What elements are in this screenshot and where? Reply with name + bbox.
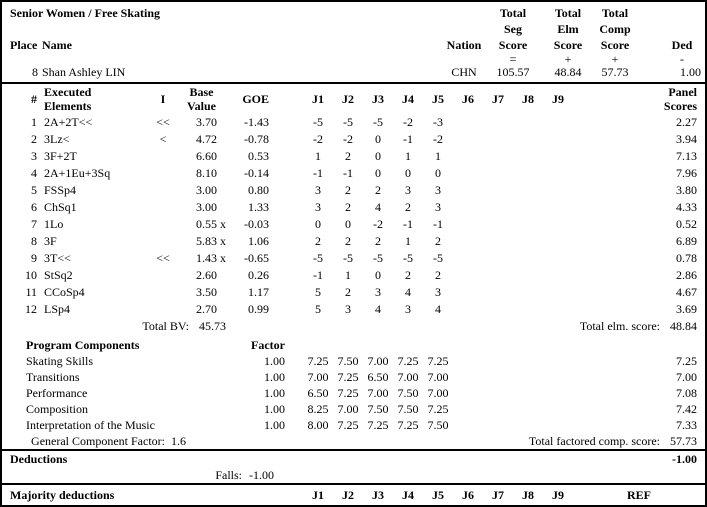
- element-info-flag: <: [159, 132, 167, 146]
- majority-j8-header: J8: [522, 487, 534, 502]
- header-section: [2, 2, 705, 84]
- totals-row: [2, 318, 705, 335]
- factor-column-header: Factor: [251, 338, 285, 352]
- component-j5-score: 7.00: [427, 386, 449, 400]
- component-factor: 1.00: [264, 418, 285, 432]
- element-name: 2A+1Eu+3Sq: [44, 166, 111, 180]
- element-j5-score: 3: [435, 285, 441, 299]
- component-row: [2, 385, 705, 401]
- element-j3-score: 4: [375, 200, 381, 214]
- total-segment-score: 105.57: [496, 65, 530, 79]
- element-j4-score: 2: [405, 200, 411, 214]
- component-factor: 1.00: [264, 370, 285, 384]
- col-header-j4: J4: [402, 92, 414, 106]
- element-name: 3F+2T: [44, 149, 77, 163]
- element-row: [2, 216, 705, 233]
- col-header-j9: J9: [552, 92, 564, 106]
- total-bv-label: Total BV:: [142, 319, 189, 333]
- element-j2-score: -5: [343, 251, 353, 265]
- element-name: 2A+2T<<: [44, 115, 93, 129]
- element-j2-score: 3: [345, 302, 351, 316]
- total-elm-score-label: Total elm. score:: [579, 319, 660, 333]
- element-j5-score: 1: [435, 149, 441, 163]
- element-goe: -0.65: [244, 251, 269, 265]
- element-panel-score: 0.78: [676, 251, 697, 265]
- element-j4-score: 3: [405, 302, 411, 316]
- element-info-flag: <<: [156, 115, 170, 129]
- element-j4-score: 4: [405, 285, 411, 299]
- element-j2-score: 2: [345, 183, 351, 197]
- comp-score-header-line3: Score: [600, 38, 630, 52]
- element-name: LSp4: [44, 302, 71, 316]
- component-factor: 1.00: [264, 354, 285, 368]
- general-component-factor-value: 1.6: [171, 434, 186, 448]
- comp-score-header-line2: Comp: [599, 22, 631, 36]
- element-number: 9: [31, 251, 37, 265]
- element-number: 8: [31, 234, 37, 248]
- element-base-value: 3.00: [196, 200, 217, 214]
- col-header-value: Value: [187, 99, 216, 113]
- element-number: 3: [31, 149, 37, 163]
- element-base-value: 2.60: [196, 268, 217, 282]
- general-component-factor-label: General Component Factor:: [31, 434, 165, 448]
- component-j3-score: 7.50: [367, 402, 389, 416]
- component-factor: 1.00: [264, 386, 285, 400]
- component-name: Performance: [26, 386, 88, 400]
- col-header-info: I: [160, 92, 166, 106]
- total-deductions-value: 1.00: [680, 65, 701, 79]
- elm-score-header-line1: Total: [554, 6, 582, 20]
- majority-j6-header: J6: [462, 487, 474, 502]
- element-j1-score: 0: [315, 217, 321, 231]
- component-j2-score: 7.25: [337, 418, 359, 432]
- element-goe: 0.53: [248, 149, 269, 163]
- element-j1-score: -1: [313, 268, 323, 282]
- component-j4-score: 7.50: [397, 402, 419, 416]
- element-base-value: 3.50: [196, 285, 217, 299]
- col-header-base: Base: [189, 85, 214, 99]
- component-j1-score: 7.00: [307, 370, 329, 384]
- element-name: 3Lz<: [44, 132, 70, 146]
- element-base-value: 4.72: [196, 132, 217, 146]
- element-j1-score: 1: [315, 149, 321, 163]
- element-j3-score: -2: [373, 217, 383, 231]
- element-j5-score: 0: [435, 166, 441, 180]
- skater-place: 8: [32, 65, 38, 79]
- majority-j5-header: J5: [432, 487, 444, 502]
- components-title: Program Components: [26, 338, 140, 352]
- col-header-j6: J6: [462, 92, 474, 106]
- element-panel-score: 0.52: [676, 217, 697, 231]
- element-number: 5: [31, 183, 37, 197]
- element-j2-score: -1: [343, 166, 353, 180]
- col-header-j1: J1: [312, 92, 324, 106]
- element-j1-score: 3: [315, 183, 321, 197]
- element-j1-score: 5: [315, 285, 321, 299]
- element-name: CCoSp4: [44, 285, 85, 299]
- element-j4-score: 1: [405, 234, 411, 248]
- component-row: [2, 417, 705, 433]
- element-j5-score: -3: [433, 115, 443, 129]
- element-j2-score: 2: [345, 285, 351, 299]
- majority-j1-header: J1: [312, 487, 324, 502]
- element-j2-score: 1: [345, 268, 351, 282]
- deductions-title: Deductions: [10, 452, 68, 466]
- component-panel-score: 7.08: [676, 386, 697, 400]
- element-j5-score: -1: [433, 217, 443, 231]
- deductions-total: -1.00: [672, 452, 697, 466]
- seg-score-header-line1: Total: [499, 6, 527, 20]
- element-j5-score: 3: [435, 183, 441, 197]
- element-name: ChSq1: [44, 200, 77, 214]
- element-row: [2, 233, 705, 250]
- nation-column-header: Nation: [446, 38, 482, 52]
- element-goe: 0.26: [248, 268, 269, 282]
- element-panel-score: 4.33: [676, 200, 697, 214]
- element-j5-score: 4: [435, 302, 441, 316]
- majority-j9-header: J9: [552, 487, 564, 502]
- skater-nation: CHN: [451, 65, 477, 79]
- element-j4-score: 0: [405, 166, 411, 180]
- total-element-score: 48.84: [554, 65, 582, 79]
- component-name: Skating Skills: [26, 354, 94, 368]
- referee-column-header: REF: [627, 487, 651, 502]
- component-j5-score: 7.25: [427, 354, 449, 368]
- element-j3-score: 0: [375, 149, 381, 163]
- falls-label: Falls:: [215, 468, 242, 482]
- total-elm-score-value: 48.84: [670, 319, 697, 333]
- comp-score-sign: +: [611, 52, 619, 66]
- component-name: Interpretation of the Music: [26, 418, 155, 432]
- component-j1-score: 8.00: [307, 418, 329, 432]
- component-j2-score: 7.25: [337, 386, 359, 400]
- component-j5-score: 7.00: [427, 370, 449, 384]
- element-bonus-x-marker: x: [220, 234, 226, 248]
- element-row: [2, 267, 705, 284]
- element-goe: 1.17: [248, 285, 269, 299]
- element-j5-score: -5: [433, 251, 443, 265]
- element-base-value: 0.55: [196, 217, 217, 231]
- element-row: [2, 199, 705, 216]
- element-panel-score: 7.13: [676, 149, 697, 163]
- component-factor-row: [2, 433, 705, 449]
- element-j3-score: 2: [375, 234, 381, 248]
- col-header-j2: J2: [342, 92, 354, 106]
- element-j4-score: -5: [403, 251, 413, 265]
- total-factored-comp-label: Total factored comp. score:: [528, 434, 660, 448]
- component-j3-score: 7.25: [367, 418, 389, 432]
- element-goe: 0.99: [248, 302, 269, 316]
- element-j4-score: 2: [405, 268, 411, 282]
- element-j3-score: 4: [375, 302, 381, 316]
- element-number: 10: [25, 268, 37, 282]
- element-number: 1: [31, 115, 37, 129]
- element-j4-score: 3: [405, 183, 411, 197]
- element-j3-score: 3: [375, 285, 381, 299]
- component-panel-score: 7.33: [676, 418, 697, 432]
- element-name: 1Lo: [44, 217, 64, 231]
- majority-j7-header: J7: [492, 487, 504, 502]
- element-panel-score: 3.94: [676, 132, 697, 146]
- component-j4-score: 7.00: [397, 370, 419, 384]
- element-row: [2, 148, 705, 165]
- element-j2-score: 2: [345, 200, 351, 214]
- component-j1-score: 6.50: [307, 386, 329, 400]
- components-header-row: [2, 337, 705, 353]
- col-header-elements: Elements: [44, 99, 92, 113]
- component-factor: 1.00: [264, 402, 285, 416]
- element-info-flag: <<: [156, 251, 170, 265]
- col-header-scores: Scores: [663, 99, 697, 113]
- component-panel-score: 7.00: [676, 370, 697, 384]
- component-panel-score: 7.42: [676, 402, 697, 416]
- elm-score-sign: +: [564, 52, 572, 66]
- element-row: [2, 165, 705, 182]
- element-row: [2, 250, 705, 267]
- element-bonus-x-marker: x: [220, 251, 226, 265]
- element-name: 3T<<: [44, 251, 71, 265]
- element-row: [2, 301, 705, 318]
- element-base-value: 3.70: [196, 115, 217, 129]
- element-panel-score: 6.89: [676, 234, 697, 248]
- col-header-goe: GOE: [242, 92, 269, 106]
- element-goe: 1.33: [248, 200, 269, 214]
- category-title: Senior Women / Free Skating: [10, 6, 161, 20]
- majority-j4-header: J4: [402, 487, 414, 502]
- deductions-section: [2, 449, 705, 485]
- element-panel-score: 7.96: [676, 166, 697, 180]
- falls-row: [187, 468, 274, 483]
- element-j3-score: -5: [373, 251, 383, 265]
- element-goe: -0.14: [244, 166, 269, 180]
- seg-score-sign: =: [509, 52, 517, 66]
- component-name: Transitions: [26, 370, 80, 384]
- col-header-j8: J8: [522, 92, 534, 106]
- col-header-number: #: [31, 92, 37, 106]
- total-factored-comp-value: 57.73: [670, 434, 697, 448]
- majority-j3-header: J3: [372, 487, 384, 502]
- component-j5-score: 7.50: [427, 418, 449, 432]
- elements-section: [2, 84, 705, 335]
- element-j1-score: -5: [313, 251, 323, 265]
- seg-score-header-line2: Seg: [504, 22, 522, 36]
- element-base-value: 2.70: [196, 302, 217, 316]
- majority-deductions-row: [2, 485, 705, 504]
- element-j1-score: 5: [315, 302, 321, 316]
- element-goe: -0.03: [244, 217, 269, 231]
- component-panel-score: 7.25: [676, 354, 697, 368]
- element-base-value: 3.00: [196, 183, 217, 197]
- comp-score-header-line1: Total: [601, 6, 629, 20]
- element-number: 11: [25, 285, 37, 299]
- element-j1-score: 2: [315, 234, 321, 248]
- element-name: StSq2: [44, 268, 73, 282]
- element-goe: -1.43: [244, 115, 269, 129]
- col-header-j5: J5: [432, 92, 444, 106]
- component-row: [2, 369, 705, 385]
- component-j3-score: 6.50: [367, 370, 389, 384]
- element-number: 12: [25, 302, 37, 316]
- element-goe: 0.80: [248, 183, 269, 197]
- element-j2-score: -2: [343, 132, 353, 146]
- element-base-value: 8.10: [196, 166, 217, 180]
- deduction-sign: -: [680, 52, 684, 66]
- element-j4-score: -2: [403, 115, 413, 129]
- element-number: 6: [31, 200, 37, 214]
- element-name: 3F: [44, 234, 57, 248]
- element-row: [2, 284, 705, 301]
- element-j2-score: 0: [345, 217, 351, 231]
- element-goe: -0.78: [244, 132, 269, 146]
- component-j1-score: 7.25: [307, 354, 329, 368]
- element-j5-score: 2: [435, 234, 441, 248]
- element-j1-score: -2: [313, 132, 323, 146]
- deduction-column-header: Ded: [671, 38, 693, 52]
- component-row: [2, 401, 705, 417]
- element-j3-score: -5: [373, 115, 383, 129]
- element-j3-score: 0: [375, 132, 381, 146]
- element-j1-score: 3: [315, 200, 321, 214]
- element-j3-score: 0: [375, 166, 381, 180]
- col-header-j3: J3: [372, 92, 384, 106]
- element-row: [2, 131, 705, 148]
- element-base-value: 5.83: [196, 234, 217, 248]
- element-bonus-x-marker: x: [220, 217, 226, 231]
- component-j2-score: 7.25: [337, 370, 359, 384]
- element-j4-score: -1: [403, 132, 413, 146]
- element-j2-score: 2: [345, 234, 351, 248]
- element-panel-score: 2.27: [676, 115, 697, 129]
- element-panel-score: 4.67: [676, 285, 697, 299]
- component-row: [2, 353, 705, 369]
- element-j4-score: -1: [403, 217, 413, 231]
- element-row: [2, 182, 705, 199]
- col-header-executed: Executed: [44, 85, 92, 99]
- element-number: 4: [31, 166, 37, 180]
- component-j2-score: 7.50: [337, 354, 359, 368]
- element-j2-score: 2: [345, 149, 351, 163]
- element-panel-score: 3.69: [676, 302, 697, 316]
- element-j3-score: 0: [375, 268, 381, 282]
- element-base-value: 6.60: [196, 149, 217, 163]
- majority-deductions-title: Majority deductions: [10, 487, 115, 502]
- element-j4-score: 1: [405, 149, 411, 163]
- element-j1-score: -1: [313, 166, 323, 180]
- element-j1-score: -5: [313, 115, 323, 129]
- col-header-panel-scores: [573, 85, 705, 113]
- element-base-value: 1.43: [196, 251, 217, 265]
- col-header-base-value: [172, 85, 231, 113]
- component-j1-score: 8.25: [307, 402, 329, 416]
- element-j5-score: 3: [435, 200, 441, 214]
- skater-name: Shan Ashley LIN: [42, 65, 126, 79]
- component-name: Composition: [26, 402, 89, 416]
- col-header-j7: J7: [492, 92, 504, 106]
- col-header-panel: Panel: [668, 85, 697, 99]
- element-j3-score: 2: [375, 183, 381, 197]
- majority-j2-header: J2: [342, 487, 354, 502]
- element-j5-score: -2: [433, 132, 443, 146]
- total-component-score: 57.73: [601, 65, 629, 79]
- component-j3-score: 7.00: [367, 386, 389, 400]
- element-panel-score: 2.86: [676, 268, 697, 282]
- element-name: FSSp4: [44, 183, 77, 197]
- components-section: [2, 335, 705, 449]
- element-number: 2: [31, 132, 37, 146]
- component-j2-score: 7.00: [337, 402, 359, 416]
- element-j2-score: -5: [343, 115, 353, 129]
- element-row: [2, 114, 705, 131]
- component-j3-score: 7.00: [367, 354, 389, 368]
- element-goe: 1.06: [248, 234, 269, 248]
- place-column-header: Place: [10, 38, 38, 52]
- elements-table-header: [2, 84, 705, 114]
- elm-score-header-line2: Elm: [557, 22, 579, 36]
- seg-score-header-line3: Score: [498, 38, 528, 52]
- component-j4-score: 7.25: [397, 354, 419, 368]
- component-j5-score: 7.25: [427, 402, 449, 416]
- col-header-executed-elements: [40, 85, 154, 113]
- element-panel-score: 3.80: [676, 183, 697, 197]
- element-number: 7: [31, 217, 37, 231]
- elm-score-header-line3: Score: [553, 38, 583, 52]
- name-column-header: Name: [42, 38, 72, 52]
- element-j5-score: 2: [435, 268, 441, 282]
- component-j4-score: 7.50: [397, 386, 419, 400]
- total-bv-value: 45.73: [199, 319, 226, 333]
- falls-value: -1.00: [249, 468, 274, 482]
- component-j4-score: 7.25: [397, 418, 419, 432]
